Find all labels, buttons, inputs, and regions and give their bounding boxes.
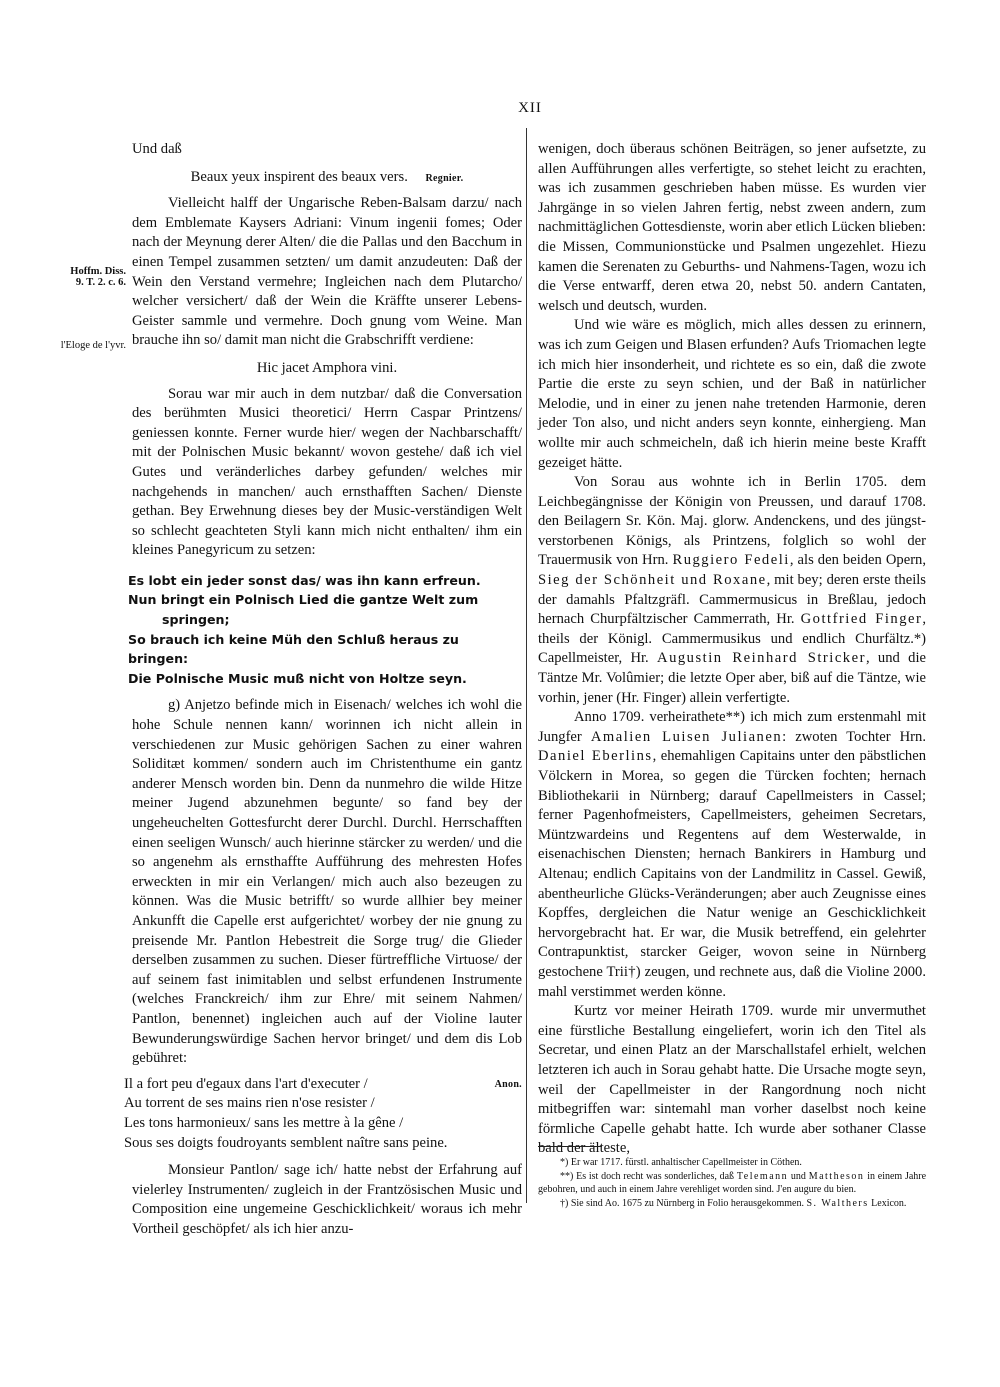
column-divider xyxy=(526,128,527,1203)
polish-music-poem xyxy=(128,571,522,689)
french-poem-line-4: Sous ses doigts foudroyants semblent naître sans peine. xyxy=(124,1134,448,1151)
name-volumier: Volûmier xyxy=(606,670,661,687)
footnote-rule xyxy=(538,1146,602,1147)
name-fedeli: Ruggiero Fedeli xyxy=(672,552,790,569)
french-poem-line-3: Les tons harmonieux/ sans les mettre à la gêne / xyxy=(124,1114,404,1131)
margin-note-hoffmann: Hoffm. Diss. 9. T. 2. c. 6. xyxy=(70,266,126,288)
paragraph-appointment: Kurtz vor meiner Heirath 1709. wurde mir unvermuthet eine fürstliche Bestallung eingeliefert, worin ich den Titel als Secretar, und einen Platz an der Marschallstafel erhielt, welchen letzteren ich auch in Sorau gehabt hatte. Die Ursache mogte seyn, weil der Capellmeister in der Rangordnung noch nicht mitbegriffen war: sintemahl man vorher daselbst noch keine förmliche Capelle gehabt hatte. Ich wurde aber sothaner Classe bald der älteste, xyxy=(538,1003,926,1157)
name-finger: Gottfried Finger xyxy=(800,611,923,628)
footnote-1: *) Er war 1717. fürstl. anhaltischer Capellmeister in Cöthen. xyxy=(560,1157,802,1168)
french-poem-author: Anon. xyxy=(494,1078,522,1090)
left-column xyxy=(124,140,522,1239)
name-mattheson: Mattheson xyxy=(808,1170,865,1182)
french-line-1-text: Il a fort peu d'egaux dans l'art d'executer / xyxy=(124,1075,368,1092)
paragraph-wine: Vielleicht halff der Ungarische Reben-Balsam darzu/ nach dem Emblemate Kaysers Adriani: Vinum ingenii fomes; Oder nach der Meynung derer Alten/ die die Pallas und den Bacchum in einen Tempel zusammen setzten/ um damit anzudeuten: Daß der Wein den Verstand vermehre; Ingleichen nach dem Plutarcho/ welcher versichert/ daß der Wein die Kräffte unserer Lebens-Geister sammle und vermehre. Doch gnung vom Weine. Man brauche ihn so/ damit man nicht die Grabschrifft verdiene: xyxy=(132,195,522,349)
poem-line-3: So brauch ich keine Müh den Schluß heraus zu bringen: xyxy=(128,631,459,667)
page-number: XII xyxy=(518,100,542,116)
verse-author: Regnier. xyxy=(425,172,464,184)
paragraph-pantlon: Monsieur Pantlon/ sage ich/ hatte nebst der Erfahrung auf vielerley Instrumenten/ zugleich in der Frantzösischen Music und Composition eine ungemeine Geschicklichkeit/ woraus ich mehr Vortheil geschöpfet/ als ich hier anzu- xyxy=(132,1162,522,1237)
paragraph-contributions: wenigen, doch überaus schönen Beiträgen, so jener aufsetzte, zu allen Aufführungen alles verfertigte, so stehet leicht zu erachten, was ich zusammen geschrieben haben müsse. Es wurden vier Jahrgänge in so vielen Jahren fertig, nebst zween andern, zum nachmittäglichen Gottesdienste, worin aber etlich Lücken blieben: die Missen, Communionstücke und Psalmen ungezehlet. Hiezu kamen die Serenaten zu Geburths- und Nahmens-Tagen, wozu ich die Verse entwarff, deren etwa 20, nebst 50. andern Cantaten, welsch und deutsch, wurden. xyxy=(538,141,926,314)
french-poem-line-1 xyxy=(124,1075,522,1095)
verse-text: Beaux yeux inspirent des beaux vers. xyxy=(190,168,408,185)
margin-note-eloge: l'Eloge de l'yvr. xyxy=(60,340,126,351)
paragraph-marriage: Anno 1709. verheirathete**) ich mich zum erstenmahl mit Jungfer Amalien Luisen Julianen: zwoten Tochter Hrn. Daniel Eberlins, ehemahligen Capitains unter den päbstlichen Völckern in Morea, so gegen die Türcken fochten; hernach Bibliothekarii in Nürnberg; darauf Capellmeisters in Cassel; ferner Pagenhofmeisters, Capellmeisters, geheimen Secretars, Müntzwardeins und Regentens auf dem Westerwalde, in eisenachischen Diensten; hernach Bankirers in Hamburg und Altenau; endlich Capitains von der Landmilitz in Cassel. Gewiß, abentheurliche Glücks-Veränderungen; aber auch Zeugnisse eines Kopffes, dergleichen die Natur wenige an Geschicklichkeit hervorgebracht hat. Er war, die Musik betreffend, ein gelehrter Contrapunktist, starcker Geiger, wovon seine in Nürnberg gestochene Trii†) zeugen, und rechnete aus, daß die Violine 2000. mahl verstimmet werden könne. xyxy=(538,709,927,1000)
name-walther: S. Walthers xyxy=(806,1197,869,1209)
footnotes xyxy=(538,1156,926,1210)
footnote-2: **) Es ist doch recht was sonderliches, daß Telemann und Mattheson in einem Jahre gebohren, und auch in einem Jahre verehliget worden sind. J'en augure du bien. xyxy=(538,1170,927,1196)
name-telemann: Telemann xyxy=(736,1170,789,1182)
verse-regnier xyxy=(132,168,522,189)
name-eberlin: Daniel Eberlins xyxy=(538,748,653,765)
french-poem-line-2: Au torrent de ses mains rien n'ose resister / xyxy=(124,1095,375,1112)
name-stricker: Augustin Reinhard Stricker xyxy=(657,650,866,667)
poem-line-4: Die Polnische Music muß nicht von Holtze seyn. xyxy=(128,670,467,686)
footnote-3: †) Sie sind Ao. 1675 zu Nürnberg in Folio herausgekommen. S. Walthers Lexicon. xyxy=(560,1197,907,1209)
verse-amphora: Hic jacet Amphora vini. xyxy=(256,359,398,376)
poem-line-2-cont: springen; xyxy=(162,612,230,628)
name-amalie: Amalien Luisen Julianen xyxy=(590,728,783,745)
paragraph-sorau: Sorau war mir auch in dem nutzbar/ daß die Conversation des berühmten Musici theoretici/ Herrn Caspar Printzens/ geniessen konnte. Ferner wurde hier/ wegen der Nachbarschafft/ mit der Polnischen Music bekannt/ wovon gestehe/ daß ich viel Gutes und veränderliches darbey gefunden/ welches mir nachgehends in manchen/ auch ernsthafften Sachen/ Dienste gethan. Bey Erwehnung dieses bey der Music-verständigen Welt so schlecht geachteten Styli kann mich nicht enthalten/ ihm ein kleines Panegyricum zu setzen: xyxy=(132,385,522,559)
opera-title: Sieg der Schönheit und Roxane xyxy=(538,572,767,589)
paragraph-trios: Und wie wäre es möglich, mich alles dessen zu erinnern, was ich zum Geigen und Blasen erfunden? Aufs Triomachen legte ich mich hier insonderheit, und richtete es so ein, daß die zwote Partie die erste zu seyn schien, und der Baß in natürlicher Melodie, und in einer zu jenen nahe tretenden Harmonie, deren jeder Ton also, und nicht anders seyn konnte, einhergieng. Man wollte mir auch schmeicheln, daß ich hierin meine beste Krafft gezeiget hätte. xyxy=(538,317,926,471)
french-poem xyxy=(124,1075,522,1153)
poem-line-2: Nun bringt ein Polnisch Lied die gantze Welt zum xyxy=(128,592,479,608)
right-column xyxy=(538,140,926,1159)
und-dass-line: Und daß xyxy=(132,141,182,157)
poem-line-1: Es lobt ein jeder sonst das/ was ihn kann erfreun. xyxy=(128,572,481,588)
paragraph-berlin: Von Sorau aus wohnte ich in Berlin 1705. dem Leichbegängnisse der Königin von Preussen, und darauf 1708. den Beilagern Sr. Kön. Maj. glorw. Andenckens, und des jüngst-verstorbenen Königs, als Printzens, folglich so wohl der Trauermusik von Hrn. Ruggiero Fedeli, als den beiden Opern, Sieg der Schönheit und Roxane, mit bey; deren erste theils der damahls Pfaltzgräfl. Cammermusicus in Breßlau, jedoch hernach Churpfältzischer Cammerrath, Hr. Gottfried Finger, theils der Königl. Cammermusikus und endlich Churfältz.*) Capellmeister, Hr. Augustin Reinhard Stricker, und die Täntze Mr. Volûmier; die letzte Oper aber, biß auf die Täntze, wie vorhin, jener (Hr. Finger) allein verfertigte. xyxy=(538,474,926,706)
paragraph-eisenach: g) Anjetzo befinde mich in Eisenach/ welches ich wohl die hohe Schule nennen kann/ worinnen ich nicht allein in verschiedenen zur Music gehörigen Sachen zu einer wahren Soliditæt kommen/ sondern auch im Christenthume ein gantz anderer Mensch worden bin. Denn da nunmehro die wilde Hitze meiner Jugend abzunehmen begunte/ so fand bey der ungeheuchelten Gottesfurcht derer Durchl. Durchl. Herrschafften einen seeligen Wunsch/ auch hierinne stärcker zu werden/ und die so angenehm als ernsthaffte Aufführung des mehresten Hofes erweckten in mir ein Verlangen/ mich auch also bezeugen zu können. Was die Music betrifft/ so wurde allhier bey meiner Ankunfft die Capelle erst aufgerichtet/ worbey der nie gnung zu preisende Mr. Pantlon Hebestreit die Sorge trug/ die Glieder derselben zusammen zu suchen. Dieser fürtreffliche Virtuose/ der auf seinem fast inimitablen und selbst erfundenen Instrumente (welches Franckreich/ ihm zur Ehre/ mit seinem Nahmen/ Pantlon, benennet) ingleichen auch auf der Violine lauter Bewunderungswürdige Sachen hervor bringet/ und dem dis Lob gebühret: xyxy=(132,697,522,1067)
